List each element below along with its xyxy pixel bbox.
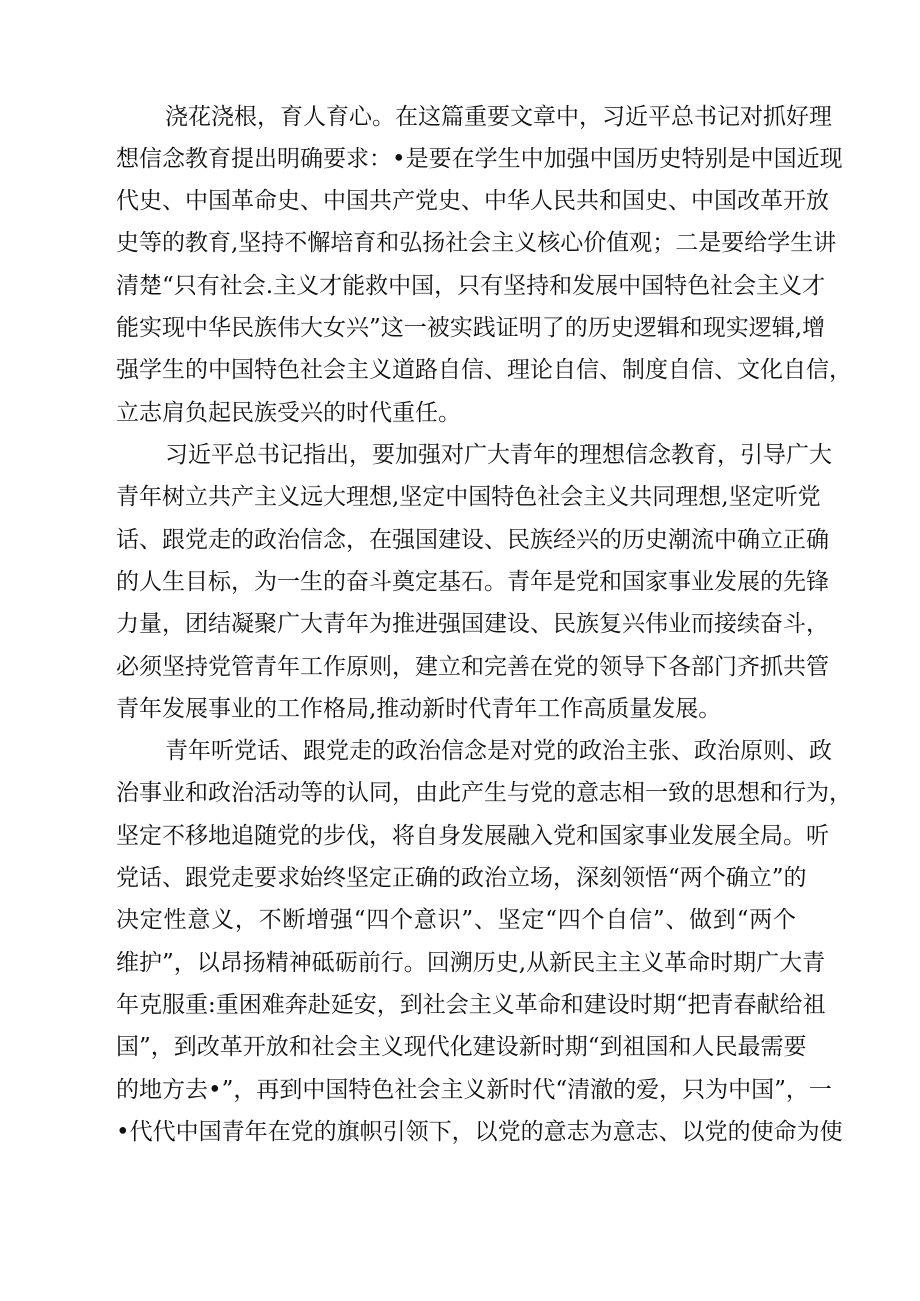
text-line: 必须坚持党管青年工作原则，建立和完善在党的领导下各部门齐抓共管 <box>116 654 829 680</box>
text-line: 浇花浇根，育人育心。在这篇重要文章中，习近平总书记对抓好理 <box>165 104 832 130</box>
text-line: 年克服重:重困难奔赴延安，到社会主义革命和建设时期“把青春献给祖 <box>116 992 826 1018</box>
text-line: 青年听党话、跟党走的政治信念是对党的政治主张、政治原则、政 <box>165 738 832 764</box>
text-line: 党话、跟党走要求始终坚定正确的政治立场，深刻领悟“两个确立”的 <box>116 865 807 891</box>
text-line: 能实现中华民族伟大女兴”这一被实践证明了的历史逻辑和现实逻辑,增 <box>116 315 826 341</box>
text-line: 维护”，以昂扬精神砥砺前行。回溯历史,从新民主主义革命时期广大青 <box>116 950 826 976</box>
text-line: 青年树立共产主义远大理想,坚定中国特色社会主义共同理想,坚定听党 <box>116 484 821 510</box>
text-line: 话、跟党走的政治信念，在强国建设、民族经兴的历史潮流中确立正确 <box>116 527 829 553</box>
text-line: 想信念教育提出明确要求：•是要在学生中加强中国历史特别是中国近现 <box>116 146 843 172</box>
text-line: •代代中国青年在党的旗帜引领下，以党的意志为意志、以党的使命为使 <box>116 1119 843 1145</box>
text-line: 国”，到改革开放和社会主义现代化建设新时期“到祖国和人民最需要 <box>116 1034 807 1060</box>
text-line: 强学生的中国特色社会主义道路自信、理论自信、制度自信、文化自信， <box>116 357 852 383</box>
text-line: 治事业和政治活动等的认同，由此产生与党的意志相一致的思想和行为， <box>116 780 852 806</box>
text-line: 史等的教育,坚持不懈培育和弘扬社会主义核心价值观；二是要给学生讲 <box>116 230 837 256</box>
text-line: 清楚“只有社会.主义才能救中国，只有坚持和发展中国特色社会主义才 <box>116 273 826 299</box>
text-line: 力量，团结凝聚广大青年为推进强国建设、民族复兴伟业而接续奋斗， <box>116 611 829 637</box>
text-line: 立志肩负起民族受兴的时代重任。 <box>116 400 461 426</box>
text-line: 坚定不移地追随党的步伐，将自身发展融入党和国家事业发展全局。听 <box>116 823 829 849</box>
text-line: 青年发展事业的工作格局,推动新时代青年工作高质量发展。 <box>116 696 722 722</box>
text-line: 决定性意义，不断增强“四个意识”、坚定“四个自信”、做到“两个 <box>116 907 796 933</box>
text-line: 习近平总书记指出，要加强对广大青年的理想信念教育，引导广大 <box>165 442 832 468</box>
text-line: 的人生目标，为一生的奋斗奠定基石。青年是党和国家事业发展的先锋 <box>116 569 829 595</box>
text-line: 代史、中国革命史、中国共产党史、中华人民共和国史、中国改革开放 <box>116 188 829 214</box>
text-line: 的地方去•”，再到中国特色社会主义新时代“清澈的爱，只为中国”，一 <box>116 1077 832 1103</box>
